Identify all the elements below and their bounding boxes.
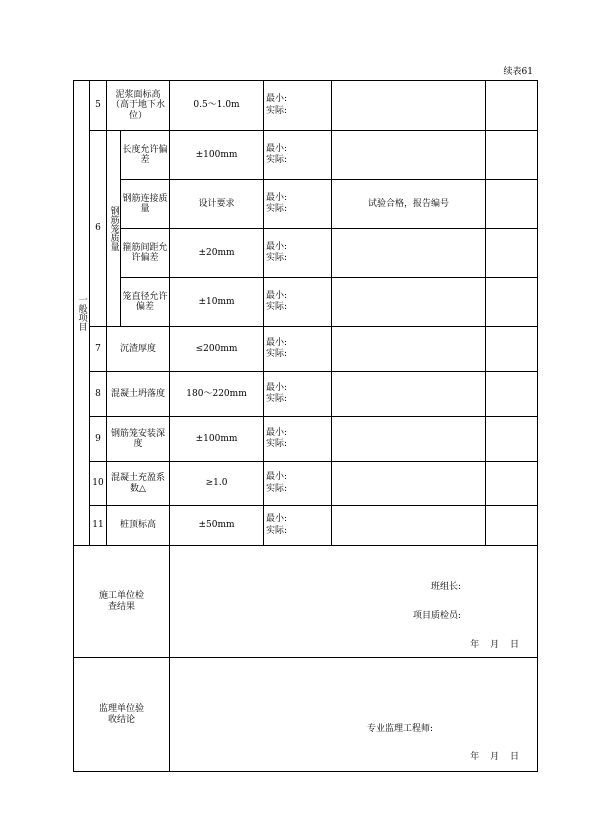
inspection-table [73,80,538,772]
actual-label: 实际: [266,204,288,214]
remark-cell [486,372,538,417]
item-name: 桩顶标高 [107,506,170,546]
section-label: 一般项目 [76,295,87,331]
table-row [74,327,538,372]
remark-cell [486,327,538,372]
table-row [74,462,538,506]
remark-cell [486,131,538,180]
actual-label: 实际: [266,439,288,449]
min-label: 最小: [266,290,288,301]
row-number: 11 [90,506,107,546]
min-actual-cell [264,462,332,506]
item-name: 沉渣厚度 [107,327,170,372]
min-actual-cell [264,229,332,278]
group-label-cell [107,131,121,327]
item-name: 箍筋间距允许偏差 [121,229,170,278]
continuation-label: 续表61 [503,67,533,77]
actual-label: 实际: [266,302,288,312]
min-actual-cell [264,131,332,180]
section-label-cell [74,81,90,546]
supervision-section [74,658,538,772]
construction-label: 施工单位检查结果 [98,591,144,612]
supervising-engineer-label: 专业监理工程师: [366,724,434,734]
table-row [74,81,538,131]
spec-value: ±10mm [170,278,264,327]
result-cell: 试验合格，报告编号 [332,180,486,229]
item-name: 混凝土充盈系数△ [107,462,170,506]
group-label: 钢筋笼质量 [108,206,119,251]
row-number: 7 [90,327,107,372]
spec-value: ±100mm [170,131,264,180]
remark-cell [486,417,538,462]
result-cell [332,372,486,417]
actual-label: 实际: [266,525,288,536]
min-actual-cell [264,81,332,131]
min-actual-cell [264,278,332,327]
spec-value: ≤200mm [170,327,264,372]
team-leader-label: 班组长: [430,582,462,592]
actual-label: 实际: [266,394,288,404]
remark-cell [486,506,538,546]
table-row [74,131,538,180]
actual-label: 实际: [266,155,288,165]
remark-cell [486,229,538,278]
min-label: 最小: [266,241,288,252]
min-label: 最小: [266,514,288,525]
table-row [74,229,538,278]
table-row [74,372,538,417]
min-actual-cell [264,417,332,462]
row-number: 10 [90,462,107,506]
item-name: 长度允许偏差 [121,131,170,180]
result-cell [332,327,486,372]
min-label: 最小: [266,427,288,438]
actual-label: 实际: [266,349,288,359]
result-cell [332,417,486,462]
quality-inspector-label: 项目质检员: [412,611,462,621]
min-label: 最小: [266,472,288,483]
spec-value: 设计要求 [170,180,264,229]
item-name: 泥浆面标高（高于地下水位） [107,81,170,131]
spec-value: ≥1.0 [170,462,264,506]
item-name: 钢筋连接质量 [121,180,170,229]
spec-value: ±50mm [170,506,264,546]
remark-cell [486,462,538,506]
construction-result-cell [170,546,538,658]
actual-label: 实际: [266,253,288,263]
min-actual-cell [264,180,332,229]
result-cell [332,278,486,327]
supervision-date-label: 年 月 日 [470,752,520,762]
spec-value: 180～220mm [170,372,264,417]
result-cell [332,131,486,180]
min-actual-cell [264,506,332,546]
actual-label: 实际: [266,483,288,494]
row-number: 6 [90,131,107,327]
min-label: 最小: [266,382,288,393]
spec-value: ±100mm [170,417,264,462]
construction-section [74,546,538,658]
table-row [74,180,538,229]
supervision-result-cell [170,658,538,772]
item-name: 混凝土坍落度 [107,372,170,417]
row-number: 8 [90,372,107,417]
table-row [74,506,538,546]
min-label: 最小: [266,192,288,203]
row-number: 5 [90,81,107,131]
item-name: 钢筋笼安装深度 [107,417,170,462]
item-name: 笼直径允许偏差 [121,278,170,327]
min-actual-cell [264,327,332,372]
construction-date-label: 年 月 日 [470,640,520,650]
result-cell [332,229,486,278]
min-label: 最小: [266,94,288,105]
actual-label: 实际: [266,105,288,116]
table-row [74,417,538,462]
remark-cell [486,81,538,131]
result-cell [332,462,486,506]
row-number: 9 [90,417,107,462]
min-label: 最小: [266,143,288,154]
min-actual-cell [264,372,332,417]
spec-value: 0.5～1.0m [170,81,264,131]
supervision-label-cell [74,658,170,772]
remark-cell [486,180,538,229]
spec-value: ±20mm [170,229,264,278]
construction-label-cell [74,546,170,658]
result-cell [332,81,486,131]
result-cell [332,506,486,546]
remark-cell [486,278,538,327]
table-row [74,278,538,327]
supervision-label: 监理单位验收结论 [98,704,144,725]
min-label: 最小: [266,337,288,348]
